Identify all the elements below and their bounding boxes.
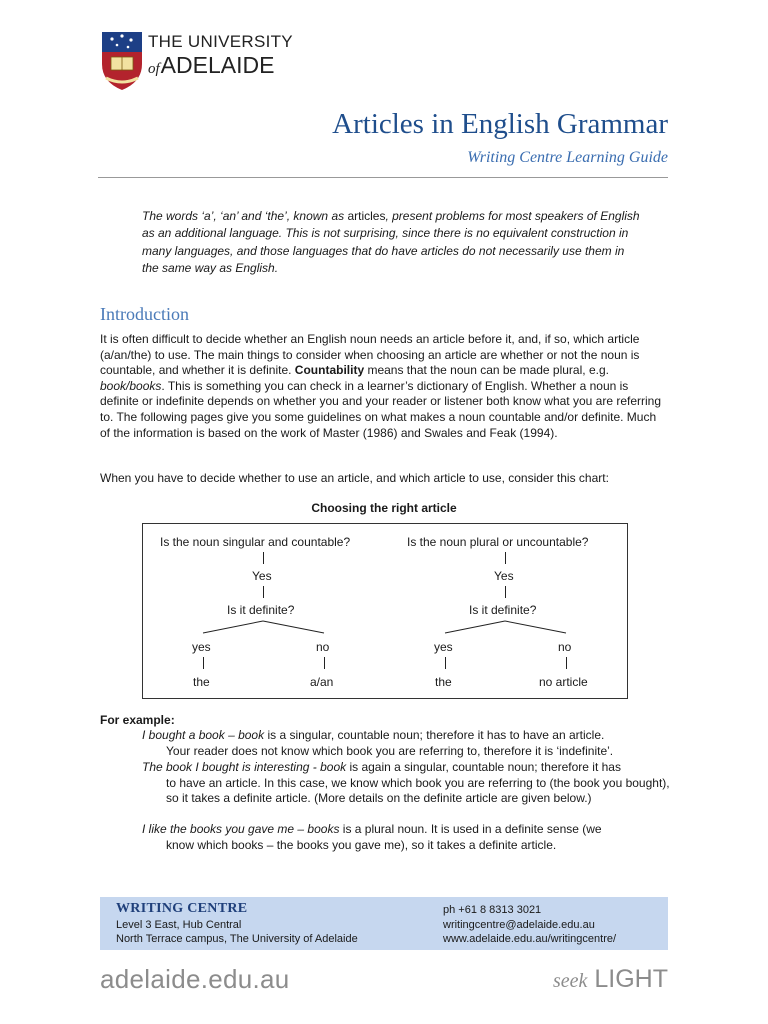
- logo-adelaide: ADELAIDE: [160, 52, 275, 78]
- intro-text-2: , present problems for most speakers of English as an additional language. This is not surprising, since there is no equivalent construction in many languages, and those languages that do have articles do not necessarily use them in the same way as English.: [142, 209, 640, 275]
- intro-p1-a: It is often difficult to decide whether an English noun needs an article before it, and, if so, which article (a/an/the) to use. The main things to consider when choosing an article are whether or not the noun is countable, and whether it is definite.: [100, 332, 640, 378]
- left-line-3: [203, 657, 204, 669]
- intro-keyword: articles: [347, 209, 386, 223]
- footer-web-link[interactable]: www.adelaide.edu.au/writingcentre/: [443, 933, 617, 945]
- university-crest-icon: [100, 30, 144, 92]
- intro-p1-bold: Countability: [294, 363, 365, 378]
- example-3-phrase: I like the books you gave me – books: [142, 822, 340, 836]
- example-3-text-a: is a plural noun. It is used in a definite sense (we: [339, 822, 602, 836]
- page-subtitle: Writing Centre Learning Guide: [467, 149, 668, 166]
- example-1: [142, 728, 672, 759]
- right-branch-yes: yes: [434, 640, 453, 654]
- chart-branch-lines: [143, 524, 629, 700]
- seek-light-motto: [553, 965, 668, 994]
- example-3: [142, 822, 672, 853]
- example-1-text-b: Your reader does not know which book you are referring to, therefore it is ‘indefinite’.: [166, 743, 614, 758]
- footer-phone: ph +61 8 8313 3021: [443, 904, 542, 916]
- right-line-2: [505, 586, 506, 598]
- chart-lead-paragraph: When you have to decide whether to use an article, and which article to use, consider this chart:: [100, 471, 609, 485]
- example-2-text-b: to have an article. In this case, we know which book you are referring to (the book you bought), so it takes a definite article. (More details on the definite article are given below.): [166, 775, 670, 806]
- example-2: [142, 760, 672, 807]
- right-question: Is the noun plural or uncountable?: [407, 535, 589, 549]
- right-definite-question: Is it definite?: [469, 603, 537, 617]
- example-1-phrase: I bought a book – book: [142, 728, 265, 742]
- title-divider: [98, 177, 668, 178]
- right-line-4: [566, 657, 567, 669]
- example-2-text-a: is again a singular, countable noun; therefore it has: [346, 760, 621, 774]
- intro-p1-b: means that the noun can be made plural, e.g.: [364, 363, 609, 378]
- example-2-phrase: The book I bought is interesting - book: [142, 760, 347, 774]
- university-logo: [100, 30, 293, 92]
- example-1-text-a: is a singular, countable noun; therefore it has to have an article.: [264, 728, 605, 742]
- right-line-1: [505, 552, 506, 564]
- decision-chart: [142, 523, 628, 699]
- left-line-1: [263, 552, 264, 564]
- right-line-3: [445, 657, 446, 669]
- left-result-the: the: [193, 675, 210, 689]
- section-heading-introduction: Introduction: [100, 304, 189, 324]
- intro-p1-italic: book/books: [100, 378, 162, 393]
- logo-of: of: [148, 61, 160, 77]
- logo-line1: THE UNIVERSITY: [148, 32, 293, 51]
- footer-writing-centre-title: WRITING CENTRE: [116, 901, 248, 916]
- right-result-no-article: no article: [539, 675, 588, 689]
- left-line-4: [324, 657, 325, 669]
- footer-email-link[interactable]: writingcentre@adelaide.edu.au: [443, 919, 595, 931]
- left-yes: Yes: [252, 569, 272, 583]
- right-result-the: the: [435, 675, 452, 689]
- motto-seek: seek: [553, 970, 588, 992]
- right-branch-no: no: [558, 640, 572, 654]
- left-line-2: [263, 586, 264, 598]
- introduction-paragraph: [100, 332, 668, 441]
- left-definite-question: Is it definite?: [227, 603, 295, 617]
- left-question: Is the noun singular and countable?: [160, 535, 351, 549]
- chart-title: Choosing the right article: [311, 501, 457, 515]
- motto-light: LIGHT: [594, 965, 668, 993]
- intro-text-1: The words ‘a’, ‘an’ and ‘the’, known as: [142, 209, 348, 223]
- page-title: Articles in English Grammar: [332, 108, 668, 140]
- footer-address-line2: North Terrace campus, The University of Adelaide: [116, 933, 358, 945]
- intro-paragraph: [142, 208, 642, 277]
- logo-line2: [148, 52, 274, 79]
- examples-heading: For example:: [100, 713, 175, 727]
- left-branch-no: no: [316, 640, 330, 654]
- example-3-text-b: know which books – the books you gave me), so it takes a definite article.: [166, 837, 557, 852]
- right-yes: Yes: [494, 569, 514, 583]
- footer-site-url[interactable]: adelaide.edu.au: [100, 964, 290, 994]
- footer-address-line1: Level 3 East, Hub Central: [116, 919, 242, 931]
- intro-p1-c: . This is something you can check in a learner’s dictionary of English. Whether a noun is definite or indefinite depends on whether you and your reader or listener both know what you are referring to. The following pages give you some guidelines on what makes a noun countable and/or definite. Much of the information is based on the work of Master (1986) and Swales and Feak (1994).: [100, 378, 662, 440]
- left-branch-yes: yes: [192, 640, 211, 654]
- left-result-a-an: a/an: [310, 675, 334, 689]
